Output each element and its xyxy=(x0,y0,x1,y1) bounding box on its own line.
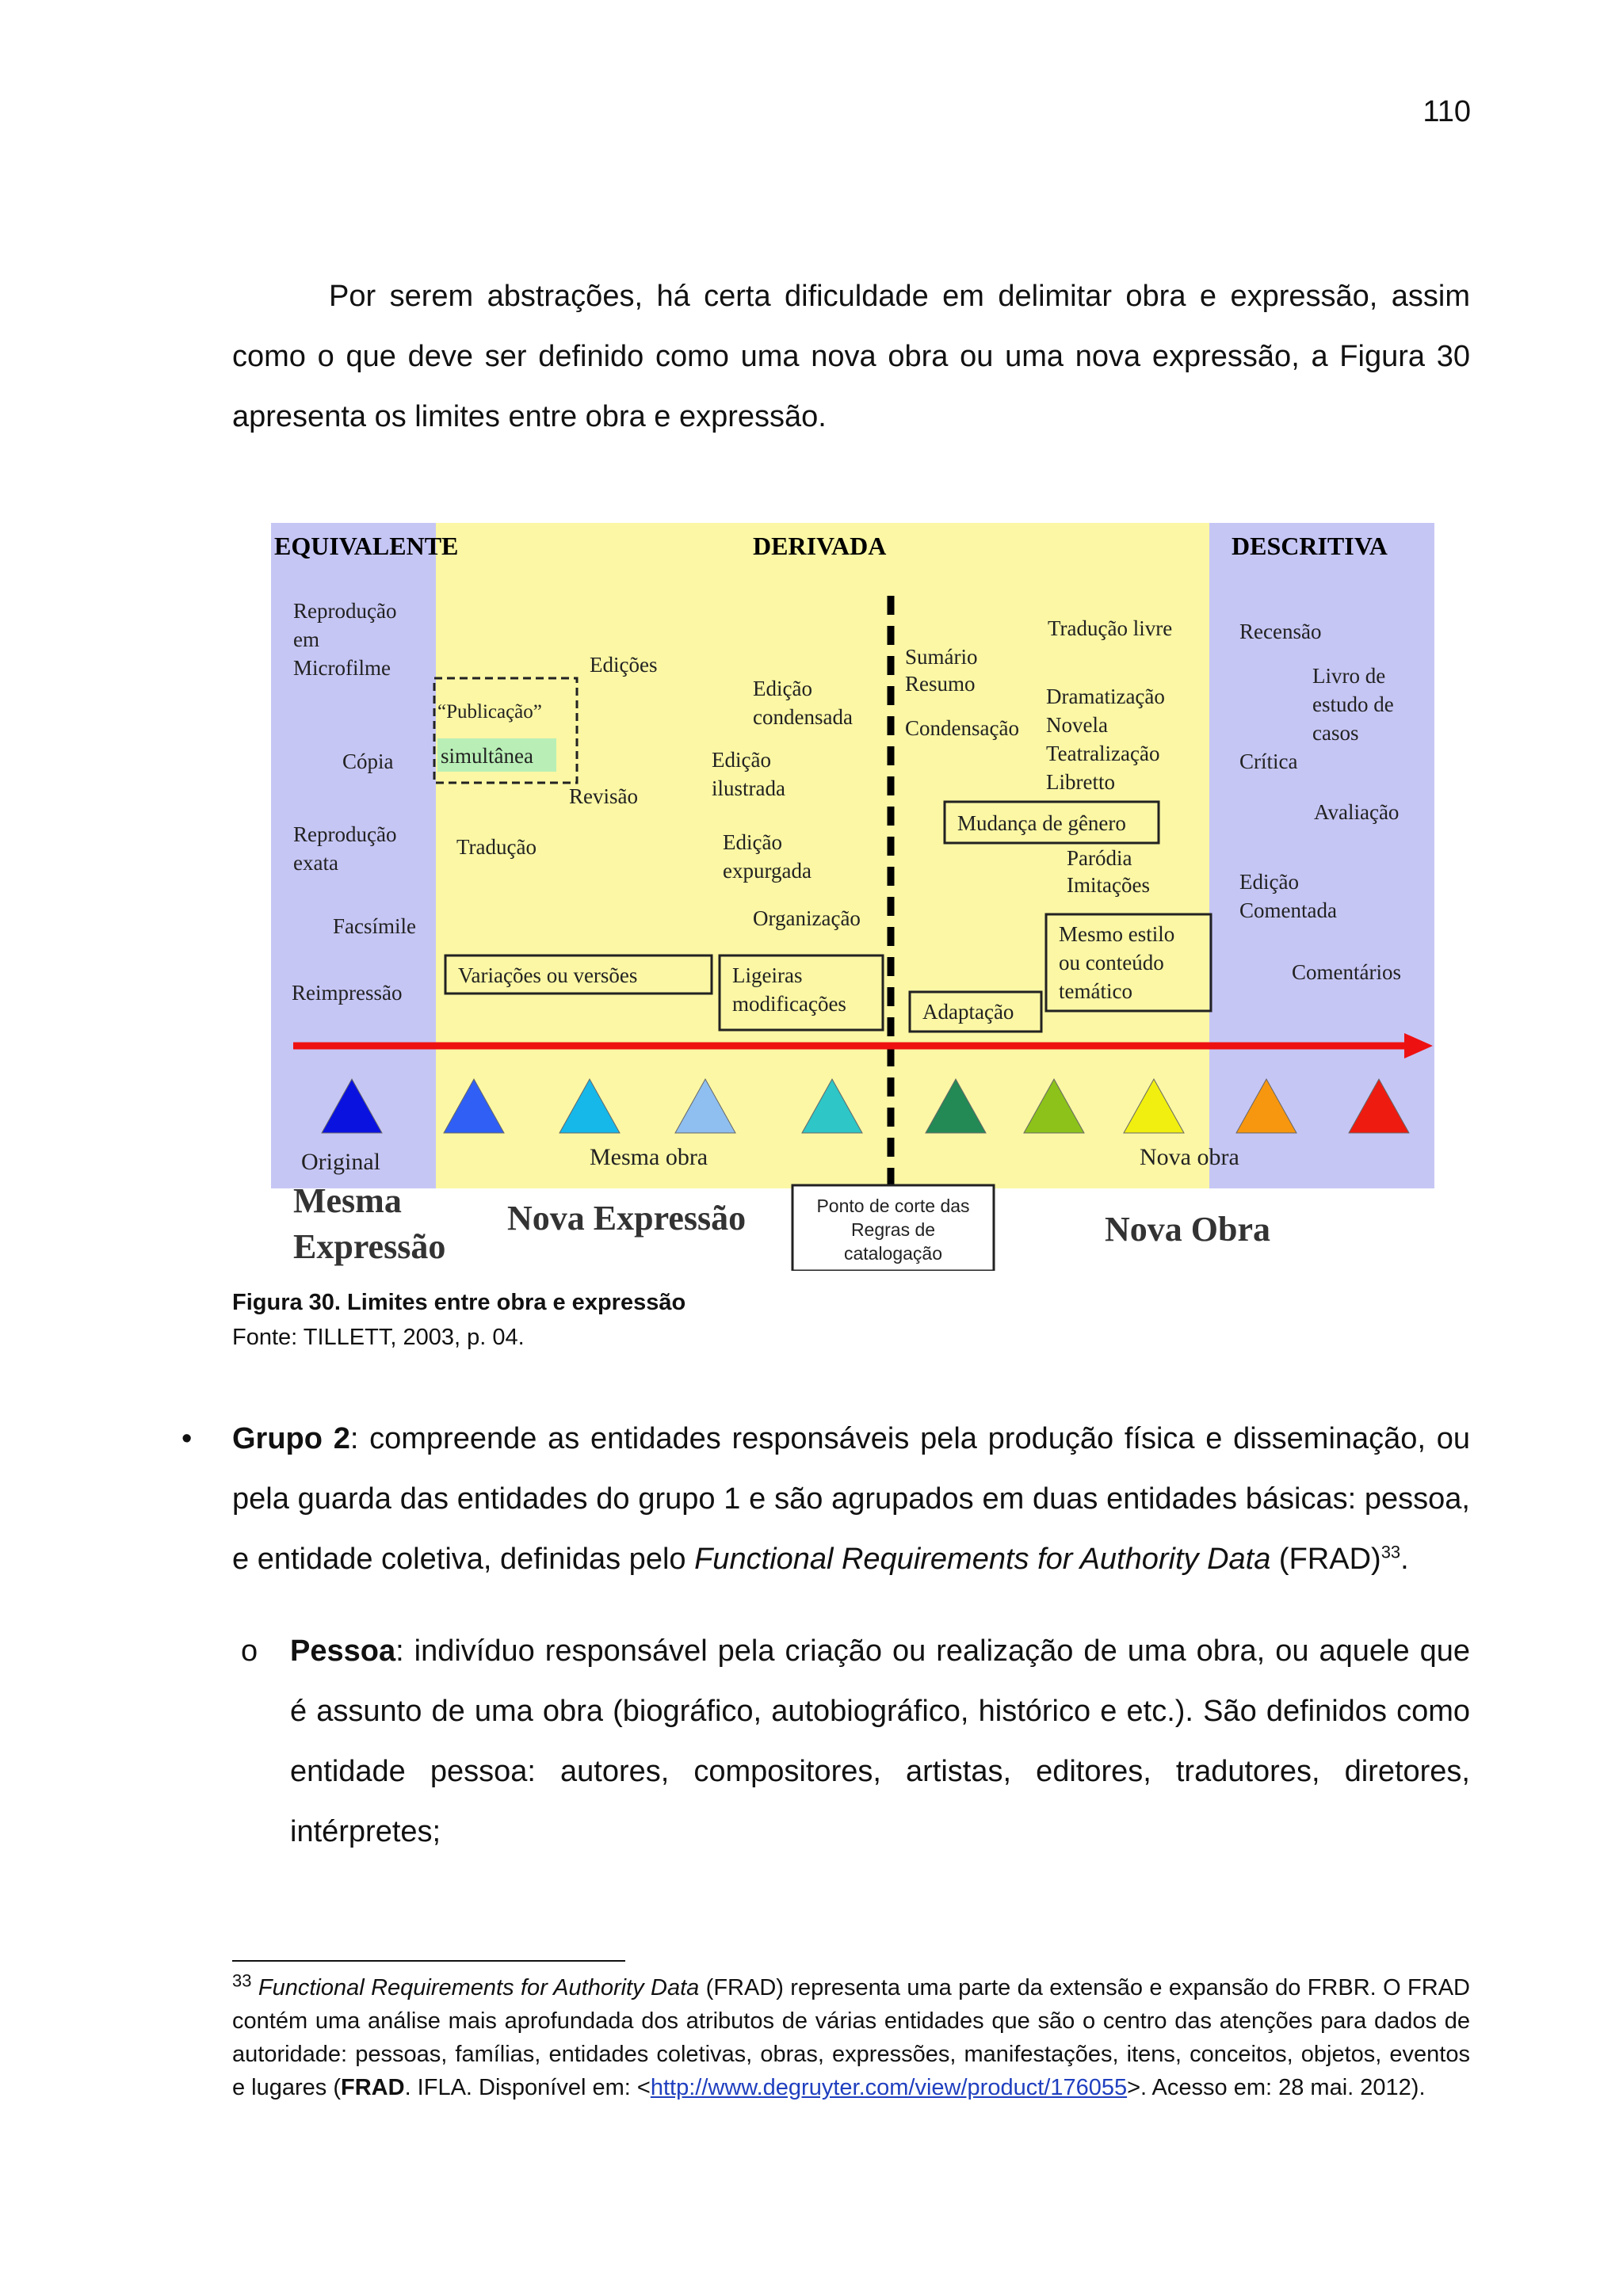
footnote-ref[interactable]: 33 xyxy=(1381,1542,1401,1562)
item-avaliacao: Avaliação xyxy=(1314,800,1400,824)
footnote-italic: Functional Requirements for Authority Data xyxy=(258,1975,700,2000)
figure-caption xyxy=(232,1285,685,1355)
caption-source: Fonte: TILLETT, 2003, p. 04. xyxy=(232,1325,525,1350)
item-edicao-condensada-1: Edição xyxy=(753,677,812,700)
item-teatralizacao: Teatralização xyxy=(1046,742,1160,765)
group2-text-c: . xyxy=(1400,1543,1409,1576)
item-traducao-livre: Tradução livre xyxy=(1048,616,1173,640)
item-reproducao-microfilme-3: Microfilme xyxy=(293,656,391,680)
footnote-33 xyxy=(232,1971,1470,2104)
item-ligeiras-2: modificações xyxy=(732,992,846,1016)
pessoa-label: Pessoa xyxy=(290,1634,396,1668)
group2-text-a: : compreende as entidades responsáveis pela produção física e disseminação, ou pela guarda das entidades do grupo 1 e são agrupados em duas entidades básicas: pessoa, e entidade coletiva, definidas pelo xyxy=(232,1422,1470,1576)
item-livro-estudo-1: Livro de xyxy=(1312,664,1386,688)
item-publicacao: “Publicação” xyxy=(437,701,542,723)
item-parodia: Paródia xyxy=(1067,846,1132,870)
item-critica: Crítica xyxy=(1239,749,1298,773)
item-livro-estudo-3: casos xyxy=(1312,721,1359,745)
item-edicao-ilustrada-2: ilustrada xyxy=(712,776,785,800)
item-edicao-comentada-1: Edição xyxy=(1239,870,1299,894)
circle-bullet-icon: o xyxy=(241,1634,258,1668)
caption-title: Figura 30. Limites entre obra e expressão xyxy=(232,1290,686,1315)
bullet-dot-icon: • xyxy=(181,1422,193,1455)
item-edicoes: Edições xyxy=(590,653,658,677)
item-traducao: Tradução xyxy=(456,835,537,859)
item-livro-estudo-2: estudo de xyxy=(1312,692,1394,716)
item-mesmo-estilo-1: Mesmo estilo xyxy=(1059,922,1175,946)
item-simultanea: simultânea xyxy=(441,744,533,768)
ponto-corte-1: Ponto de corte das xyxy=(816,1196,970,1216)
item-revisao: Revisão xyxy=(569,784,638,808)
label-mesma-expressao-1: Mesma xyxy=(293,1181,402,1220)
group2-label: Grupo 2 xyxy=(232,1422,350,1455)
item-reproducao-microfilme-2: em xyxy=(293,627,319,651)
label-mesma-expressao-2: Expressão xyxy=(293,1227,446,1266)
label-nova-expressao: Nova Expressão xyxy=(507,1199,747,1238)
item-dramatizacao: Dramatização xyxy=(1046,685,1165,708)
label-mesma-obra: Mesma obra xyxy=(590,1144,708,1170)
pessoa-bullet xyxy=(241,1621,1470,1862)
item-reproducao-microfilme-1: Reprodução xyxy=(293,599,397,623)
label-original: Original xyxy=(301,1149,380,1175)
item-copia: Cópia xyxy=(342,749,394,773)
item-edicao-condensada-2: condensada xyxy=(753,705,853,729)
footnote-text-b: . IFLA. Disponível em: < xyxy=(404,2075,651,2100)
item-edicao-ilustrada-1: Edição xyxy=(712,748,771,772)
group2-italic: Functional Requirements for Authority Data xyxy=(694,1543,1271,1576)
page-number: 110 xyxy=(1423,95,1471,128)
footnote-bold: FRAD xyxy=(341,2075,405,2100)
item-facsimile: Facsímile xyxy=(333,914,416,938)
item-variacoes: Variações ou versões xyxy=(458,963,638,987)
footnote-text-c: >. Acesso em: 28 mai. 2012). xyxy=(1127,2075,1426,2100)
intro-paragraph: Por serem abstrações, há certa dificuldade em delimitar obra e expressão, assim como o que deve ser definido como uma nova obra ou uma nova expressão, a Figura 30 apresenta os limites entre obra e expressão. xyxy=(232,280,1470,433)
header-equivalente: EQUIVALENTE xyxy=(274,532,459,560)
figure-30 xyxy=(271,520,1434,1271)
item-reproducao-exata-2: exata xyxy=(293,851,338,875)
footnote-text-a: (FRAD) representa uma parte da extensão e expansão do FRBR. O FRAD contém uma análise mais aprofundada dos atributos de várias entidades que são o centro das atenções para dados de autoridade: pessoas, famílias, entidades coletivas, obras, expressões, manifestações, itens, conceitos, objetos, eventos e lugares ( xyxy=(232,1975,1471,2100)
group2-text-b: (FRAD) xyxy=(1270,1543,1381,1576)
header-derivada: DERIVADA xyxy=(753,532,887,560)
item-comentarios: Comentários xyxy=(1292,960,1401,984)
item-resumo: Resumo xyxy=(905,672,976,696)
item-novela: Novela xyxy=(1046,713,1108,737)
item-reproducao-exata-1: Reprodução xyxy=(293,822,397,846)
item-mudanca-genero: Mudança de gênero xyxy=(957,811,1126,835)
item-mesmo-estilo-3: temático xyxy=(1059,979,1132,1003)
item-mesmo-estilo-2: ou conteúdo xyxy=(1059,951,1164,974)
item-adaptacao: Adaptação xyxy=(922,1000,1014,1024)
item-edicao-comentada-2: Comentada xyxy=(1239,898,1337,922)
group2-bullet xyxy=(181,1409,1470,1589)
label-nova-obra-big: Nova Obra xyxy=(1105,1210,1270,1249)
footnote-number: 33 xyxy=(232,1970,252,1991)
footnote-separator xyxy=(232,1960,625,1962)
item-libretto: Libretto xyxy=(1046,770,1115,794)
item-edicao-expurgada-2: expurgada xyxy=(723,859,812,883)
frbr-diagram xyxy=(271,520,1434,1271)
ponto-corte-3: catalogação xyxy=(843,1243,943,1264)
item-organizacao: Organização xyxy=(753,906,861,930)
item-ligeiras-1: Ligeiras xyxy=(732,963,803,987)
item-sumario: Sumário xyxy=(905,645,978,669)
label-nova-obra-small: Nova obra xyxy=(1140,1144,1239,1170)
item-imitacoes: Imitações xyxy=(1067,873,1150,897)
header-descritiva: DESCRITIVA xyxy=(1232,532,1388,560)
item-condensacao: Condensação xyxy=(905,716,1019,740)
footnote-link[interactable]: http://www.degruyter.com/view/product/176055 xyxy=(650,2075,1128,2100)
item-reimpressao: Reimpressão xyxy=(292,981,403,1005)
pessoa-text: : indivíduo responsável pela criação ou realização de uma obra, ou aquele que é assunto de uma obra (biográfico, autobiográfico, histórico e etc.). São definidos como entidade pessoa: autores, compositores, artistas, editores, tradutores, diretores, intérpretes; xyxy=(290,1634,1470,1848)
item-edicao-expurgada-1: Edição xyxy=(723,830,782,854)
ponto-corte-2: Regras de xyxy=(850,1219,936,1240)
item-recensao: Recensão xyxy=(1239,620,1322,643)
